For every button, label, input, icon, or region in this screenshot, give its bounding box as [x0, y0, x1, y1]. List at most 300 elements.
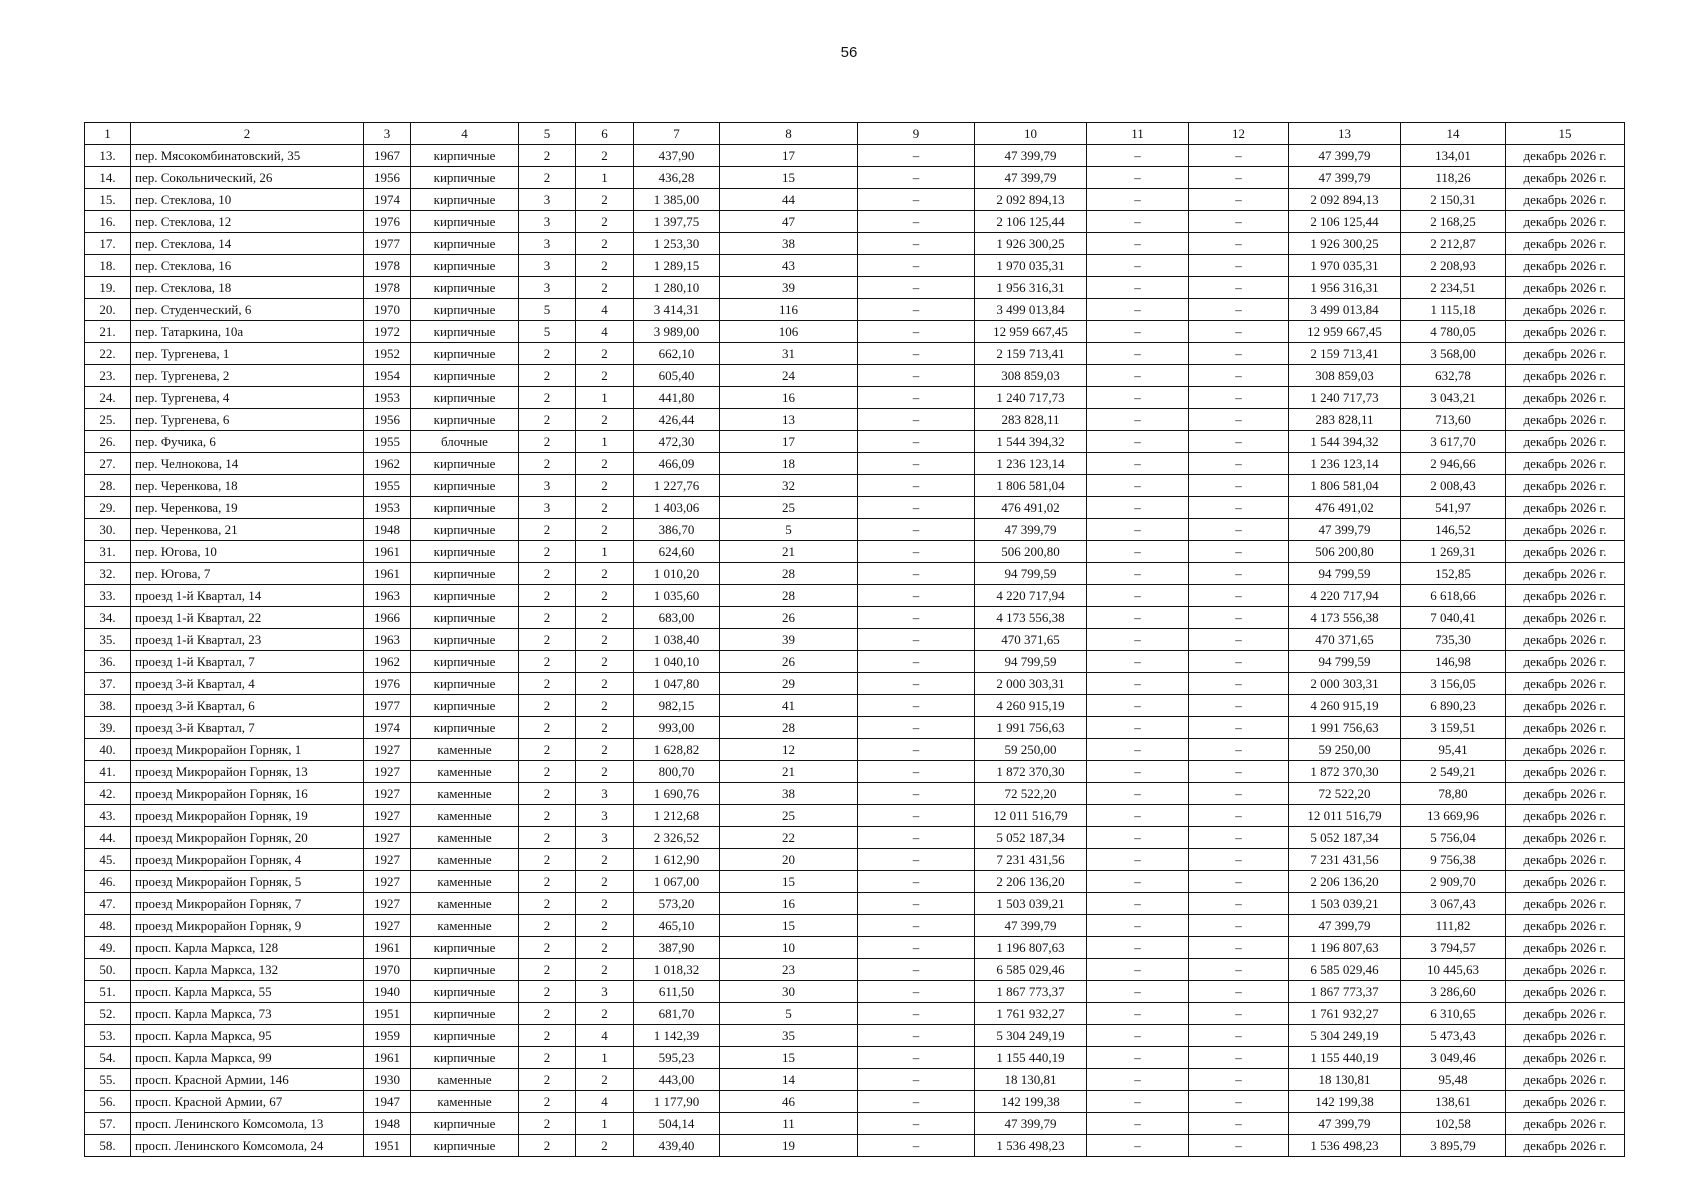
- table-cell: пер. Тургенева, 2: [131, 365, 364, 387]
- table-cell: декабрь 2026 г.: [1506, 1091, 1625, 1113]
- column-header: 11: [1087, 123, 1189, 145]
- column-header: 12: [1189, 123, 1289, 145]
- table-cell: –: [1087, 827, 1189, 849]
- table-cell: 1 289,15: [634, 255, 720, 277]
- table-cell: 134,01: [1401, 145, 1506, 167]
- table-cell: –: [1189, 761, 1289, 783]
- table-cell: пер. Тургенева, 6: [131, 409, 364, 431]
- table-cell: пер. Студенческий, 6: [131, 299, 364, 321]
- table-cell: –: [1189, 145, 1289, 167]
- table-cell: кирпичные: [411, 695, 519, 717]
- table-cell: 1 970 035,31: [1289, 255, 1401, 277]
- table-cell: 4: [576, 321, 634, 343]
- table-cell: 681,70: [634, 1003, 720, 1025]
- page-number: 56: [840, 44, 858, 61]
- table-cell: –: [1087, 651, 1189, 673]
- table-cell: –: [1189, 409, 1289, 431]
- table-cell: 4: [576, 299, 634, 321]
- table-cell: пер. Черенкова, 19: [131, 497, 364, 519]
- table-cell: 2: [519, 607, 576, 629]
- table-cell: 15: [720, 871, 858, 893]
- table-cell: 1966: [364, 607, 411, 629]
- column-header: 3: [364, 123, 411, 145]
- table-cell: 16.: [85, 211, 131, 233]
- table-cell: 3 159,51: [1401, 717, 1506, 739]
- table-cell: 1 236 123,14: [1289, 453, 1401, 475]
- table-cell: кирпичные: [411, 1135, 519, 1157]
- table-cell: декабрь 2026 г.: [1506, 1069, 1625, 1091]
- table-cell: 47 399,79: [975, 1113, 1087, 1135]
- table-cell: просп. Карла Маркса, 128: [131, 937, 364, 959]
- table-cell: 1 010,20: [634, 563, 720, 585]
- table-cell: кирпичные: [411, 255, 519, 277]
- table-cell: кирпичные: [411, 981, 519, 1003]
- table-cell: 3 499 013,84: [975, 299, 1087, 321]
- table-cell: 713,60: [1401, 409, 1506, 431]
- table-cell: –: [858, 607, 975, 629]
- table-cell: 18.: [85, 255, 131, 277]
- table-cell: –: [1189, 915, 1289, 937]
- table-cell: –: [858, 211, 975, 233]
- table-cell: пер. Челнокова, 14: [131, 453, 364, 475]
- table-cell: 1970: [364, 959, 411, 981]
- table-cell: 2 092 894,13: [1289, 189, 1401, 211]
- table-cell: декабрь 2026 г.: [1506, 1047, 1625, 1069]
- table-cell: –: [1087, 761, 1189, 783]
- table-cell: декабрь 2026 г.: [1506, 167, 1625, 189]
- table-cell: –: [1189, 167, 1289, 189]
- table-cell: 1 991 756,63: [1289, 717, 1401, 739]
- table-cell: 24: [720, 365, 858, 387]
- table-cell: –: [1189, 497, 1289, 519]
- table-cell: 2: [519, 1003, 576, 1025]
- column-header: 15: [1506, 123, 1625, 145]
- table-cell: 2: [576, 607, 634, 629]
- table-cell: 1927: [364, 783, 411, 805]
- table-cell: кирпичные: [411, 651, 519, 673]
- table-cell: –: [858, 541, 975, 563]
- table-cell: 47: [720, 211, 858, 233]
- table-cell: –: [858, 321, 975, 343]
- table-cell: 2: [519, 387, 576, 409]
- table-cell: 28: [720, 563, 858, 585]
- table-cell: 3 067,43: [1401, 893, 1506, 915]
- table-cell: –: [858, 1091, 975, 1113]
- table-cell: 1970: [364, 299, 411, 321]
- table-cell: кирпичные: [411, 563, 519, 585]
- table-cell: 1 240 717,73: [975, 387, 1087, 409]
- table-cell: –: [1189, 475, 1289, 497]
- table-cell: –: [858, 585, 975, 607]
- table-cell: 39.: [85, 717, 131, 739]
- table-cell: каменные: [411, 915, 519, 937]
- table-cell: 41.: [85, 761, 131, 783]
- table-cell: 735,30: [1401, 629, 1506, 651]
- table-cell: 2: [519, 1135, 576, 1157]
- table-cell: 58.: [85, 1135, 131, 1157]
- table-cell: 30: [720, 981, 858, 1003]
- table-row: [85, 915, 1625, 937]
- table-cell: пер. Мясокомбинатовский, 35: [131, 145, 364, 167]
- table-cell: –: [1189, 189, 1289, 211]
- table-cell: 2 326,52: [634, 827, 720, 849]
- column-header: 10: [975, 123, 1087, 145]
- table-cell: 3 414,31: [634, 299, 720, 321]
- table-cell: –: [858, 761, 975, 783]
- table-cell: 2: [576, 211, 634, 233]
- table-cell: 1963: [364, 585, 411, 607]
- table-cell: –: [1189, 585, 1289, 607]
- table-cell: –: [1189, 277, 1289, 299]
- table-cell: 472,30: [634, 431, 720, 453]
- table-cell: 1 991 756,63: [975, 717, 1087, 739]
- table-cell: проезд 1-й Квартал, 23: [131, 629, 364, 651]
- table-cell: 1: [576, 167, 634, 189]
- table-cell: пер. Стеклова, 18: [131, 277, 364, 299]
- table-cell: –: [1087, 871, 1189, 893]
- table-cell: –: [858, 167, 975, 189]
- table-cell: 142 199,38: [1289, 1091, 1401, 1113]
- table-cell: –: [1189, 739, 1289, 761]
- table-cell: –: [1087, 1003, 1189, 1025]
- column-header: 7: [634, 123, 720, 145]
- table-cell: проезд 1-й Квартал, 14: [131, 585, 364, 607]
- table-cell: 38: [720, 783, 858, 805]
- table-cell: 2: [576, 651, 634, 673]
- table-row: [85, 805, 1625, 827]
- table-cell: 5 304 249,19: [975, 1025, 1087, 1047]
- table-cell: 25.: [85, 409, 131, 431]
- table-cell: кирпичные: [411, 629, 519, 651]
- table-cell: –: [1189, 937, 1289, 959]
- table-cell: проезд Микрорайон Горняк, 1: [131, 739, 364, 761]
- table-cell: 2: [576, 629, 634, 651]
- table-cell: –: [858, 893, 975, 915]
- table-cell: 1 536 498,23: [975, 1135, 1087, 1157]
- table-cell: 2: [576, 717, 634, 739]
- table-cell: 1951: [364, 1003, 411, 1025]
- table-cell: –: [1189, 981, 1289, 1003]
- table-cell: –: [1087, 937, 1189, 959]
- table-row: [85, 453, 1625, 475]
- table-cell: просп. Карла Маркса, 95: [131, 1025, 364, 1047]
- table-cell: –: [1087, 959, 1189, 981]
- table-cell: 426,44: [634, 409, 720, 431]
- table-cell: –: [1189, 233, 1289, 255]
- table-cell: 3 043,21: [1401, 387, 1506, 409]
- table-cell: 1 956 316,31: [975, 277, 1087, 299]
- table-cell: 2: [576, 893, 634, 915]
- table-cell: –: [1189, 211, 1289, 233]
- table-cell: проезд Микрорайон Горняк, 13: [131, 761, 364, 783]
- table-cell: декабрь 2026 г.: [1506, 761, 1625, 783]
- table-cell: 23.: [85, 365, 131, 387]
- table-cell: 1 397,75: [634, 211, 720, 233]
- table-cell: декабрь 2026 г.: [1506, 497, 1625, 519]
- table-cell: 1 196 807,63: [1289, 937, 1401, 959]
- table-cell: 2: [519, 739, 576, 761]
- table-cell: каменные: [411, 827, 519, 849]
- table-cell: 1 236 123,14: [975, 453, 1087, 475]
- table-cell: –: [858, 981, 975, 1003]
- table-cell: 2: [576, 849, 634, 871]
- table-cell: декабрь 2026 г.: [1506, 387, 1625, 409]
- column-header: 1: [85, 123, 131, 145]
- table-cell: 1955: [364, 475, 411, 497]
- table-row: [85, 387, 1625, 409]
- table-cell: –: [1189, 871, 1289, 893]
- table-row: [85, 255, 1625, 277]
- table-cell: декабрь 2026 г.: [1506, 585, 1625, 607]
- table-cell: –: [1087, 189, 1189, 211]
- table-cell: 1 867 773,37: [975, 981, 1087, 1003]
- table-cell: 54.: [85, 1047, 131, 1069]
- table-cell: пер. Сокольнический, 26: [131, 167, 364, 189]
- table-cell: 48.: [85, 915, 131, 937]
- table-cell: –: [858, 1113, 975, 1135]
- table-cell: 2: [576, 409, 634, 431]
- table-cell: –: [1087, 783, 1189, 805]
- table-cell: –: [1087, 805, 1189, 827]
- table-cell: –: [1087, 607, 1189, 629]
- table-cell: 33.: [85, 585, 131, 607]
- table-cell: пер. Тургенева, 4: [131, 387, 364, 409]
- table-cell: –: [858, 277, 975, 299]
- table-cell: проезд 3-й Квартал, 6: [131, 695, 364, 717]
- table-cell: кирпичные: [411, 497, 519, 519]
- table-cell: 2: [576, 673, 634, 695]
- table-cell: 3 989,00: [634, 321, 720, 343]
- table-cell: 1 142,39: [634, 1025, 720, 1047]
- table-cell: декабрь 2026 г.: [1506, 299, 1625, 321]
- table-cell: кирпичные: [411, 1003, 519, 1025]
- table-cell: 49.: [85, 937, 131, 959]
- table-cell: просп. Карла Маркса, 99: [131, 1047, 364, 1069]
- table-cell: 41: [720, 695, 858, 717]
- table-cell: 1 503 039,21: [1289, 893, 1401, 915]
- table-cell: декабрь 2026 г.: [1506, 1113, 1625, 1135]
- table-cell: 3: [519, 497, 576, 519]
- table-cell: 1951: [364, 1135, 411, 1157]
- table-cell: –: [1189, 717, 1289, 739]
- column-header: 14: [1401, 123, 1506, 145]
- table-cell: пер. Стеклова, 12: [131, 211, 364, 233]
- table-cell: 15: [720, 915, 858, 937]
- table-cell: 1956: [364, 167, 411, 189]
- table-cell: –: [858, 629, 975, 651]
- table-cell: проезд Микрорайон Горняк, 5: [131, 871, 364, 893]
- table-cell: 3: [576, 783, 634, 805]
- table-cell: –: [858, 453, 975, 475]
- table-cell: –: [858, 475, 975, 497]
- table-cell: 24.: [85, 387, 131, 409]
- table-cell: 47 399,79: [975, 519, 1087, 541]
- table-cell: 2: [519, 431, 576, 453]
- table-cell: декабрь 2026 г.: [1506, 365, 1625, 387]
- table-cell: 2 206 136,20: [975, 871, 1087, 893]
- table-cell: 283 828,11: [975, 409, 1087, 431]
- table-row: [85, 277, 1625, 299]
- table-cell: каменные: [411, 871, 519, 893]
- table-cell: каменные: [411, 739, 519, 761]
- table-cell: 1 956 316,31: [1289, 277, 1401, 299]
- table-cell: –: [1189, 1091, 1289, 1113]
- table-row: [85, 783, 1625, 805]
- table-cell: –: [1087, 585, 1189, 607]
- table-cell: 5 473,43: [1401, 1025, 1506, 1047]
- table-cell: 611,50: [634, 981, 720, 1003]
- table-cell: 1: [576, 431, 634, 453]
- table-cell: –: [858, 1069, 975, 1091]
- table-cell: –: [1189, 849, 1289, 871]
- table-cell: 94 799,59: [1289, 651, 1401, 673]
- table-cell: 46: [720, 1091, 858, 1113]
- table-cell: 21: [720, 541, 858, 563]
- table-cell: 476 491,02: [1289, 497, 1401, 519]
- table-cell: 26.: [85, 431, 131, 453]
- table-cell: 46.: [85, 871, 131, 893]
- table-cell: 1927: [364, 871, 411, 893]
- table-cell: –: [1087, 409, 1189, 431]
- table-cell: 36.: [85, 651, 131, 673]
- table-cell: 1963: [364, 629, 411, 651]
- table-cell: 5: [720, 519, 858, 541]
- table-cell: 2: [519, 453, 576, 475]
- table-cell: 38.: [85, 695, 131, 717]
- table-cell: 94 799,59: [975, 651, 1087, 673]
- table-cell: 506 200,80: [975, 541, 1087, 563]
- table-cell: кирпичные: [411, 211, 519, 233]
- table-cell: 5 052 187,34: [975, 827, 1087, 849]
- table-cell: –: [1087, 915, 1189, 937]
- table-cell: 800,70: [634, 761, 720, 783]
- table-cell: 6 585 029,46: [975, 959, 1087, 981]
- table-cell: –: [1087, 673, 1189, 695]
- table-cell: –: [858, 1025, 975, 1047]
- table-cell: 2: [576, 959, 634, 981]
- table-row: [85, 519, 1625, 541]
- table-cell: кирпичные: [411, 343, 519, 365]
- table-cell: –: [1189, 431, 1289, 453]
- table-cell: 1 403,06: [634, 497, 720, 519]
- table-cell: 465,10: [634, 915, 720, 937]
- table-cell: –: [1087, 145, 1189, 167]
- table-cell: 2 208,93: [1401, 255, 1506, 277]
- table-cell: 2: [519, 1113, 576, 1135]
- table-cell: 2: [519, 629, 576, 651]
- table-cell: –: [858, 871, 975, 893]
- table-cell: 40.: [85, 739, 131, 761]
- table-cell: 43.: [85, 805, 131, 827]
- table-cell: 94 799,59: [1289, 563, 1401, 585]
- table-row: [85, 299, 1625, 321]
- table-cell: 12 959 667,45: [975, 321, 1087, 343]
- table-cell: 2: [519, 893, 576, 915]
- table-cell: 2 159 713,41: [975, 343, 1087, 365]
- column-header: 5: [519, 123, 576, 145]
- table-cell: 2 549,21: [1401, 761, 1506, 783]
- table-cell: –: [1189, 1047, 1289, 1069]
- table-cell: –: [858, 915, 975, 937]
- table-cell: 29.: [85, 497, 131, 519]
- table-cell: декабрь 2026 г.: [1506, 827, 1625, 849]
- table-cell: 2: [519, 761, 576, 783]
- table-cell: –: [1087, 453, 1189, 475]
- table-cell: –: [1087, 321, 1189, 343]
- table-cell: 1 536 498,23: [1289, 1135, 1401, 1157]
- table-cell: 25: [720, 805, 858, 827]
- table-cell: –: [1087, 1113, 1189, 1135]
- table-cell: 2: [576, 585, 634, 607]
- table-cell: –: [1189, 365, 1289, 387]
- table-cell: 2: [519, 959, 576, 981]
- table-cell: декабрь 2026 г.: [1506, 1135, 1625, 1157]
- table-cell: –: [1087, 519, 1189, 541]
- table-cell: каменные: [411, 1069, 519, 1091]
- table-cell: 283 828,11: [1289, 409, 1401, 431]
- table-cell: 106: [720, 321, 858, 343]
- table-cell: 2: [519, 805, 576, 827]
- table-cell: –: [1087, 1091, 1189, 1113]
- table-cell: 2: [576, 1003, 634, 1025]
- table-cell: 26: [720, 607, 858, 629]
- table-cell: 1 690,76: [634, 783, 720, 805]
- table-cell: декабрь 2026 г.: [1506, 541, 1625, 563]
- table-cell: 2 000 303,31: [1289, 673, 1401, 695]
- table-cell: 1954: [364, 365, 411, 387]
- table-cell: 4 260 915,19: [1289, 695, 1401, 717]
- table-cell: –: [1087, 1047, 1189, 1069]
- table-cell: 1962: [364, 453, 411, 475]
- table-cell: –: [1087, 893, 1189, 915]
- table-cell: –: [1087, 695, 1189, 717]
- table-cell: 17: [720, 431, 858, 453]
- table-cell: 1927: [364, 805, 411, 827]
- table-cell: 9 756,38: [1401, 849, 1506, 871]
- table-cell: 17: [720, 145, 858, 167]
- table-cell: кирпичные: [411, 607, 519, 629]
- table-cell: 632,78: [1401, 365, 1506, 387]
- table-cell: 21.: [85, 321, 131, 343]
- table-row: [85, 981, 1625, 1003]
- table-cell: декабрь 2026 г.: [1506, 1025, 1625, 1047]
- table-cell: кирпичные: [411, 1047, 519, 1069]
- table-cell: кирпичные: [411, 585, 519, 607]
- table-cell: декабрь 2026 г.: [1506, 145, 1625, 167]
- table-cell: 1948: [364, 519, 411, 541]
- table-cell: 1 155 440,19: [1289, 1047, 1401, 1069]
- table-cell: 2: [519, 717, 576, 739]
- table-cell: 111,82: [1401, 915, 1506, 937]
- table-cell: каменные: [411, 761, 519, 783]
- table-cell: декабрь 2026 г.: [1506, 607, 1625, 629]
- table-cell: 1977: [364, 695, 411, 717]
- table-cell: кирпичные: [411, 299, 519, 321]
- table-row: [85, 211, 1625, 233]
- table-cell: –: [858, 673, 975, 695]
- table-cell: 470 371,65: [1289, 629, 1401, 651]
- table-cell: проезд Микрорайон Горняк, 7: [131, 893, 364, 915]
- table-cell: 3 286,60: [1401, 981, 1506, 1003]
- table-cell: 118,26: [1401, 167, 1506, 189]
- table-cell: –: [858, 1003, 975, 1025]
- table-cell: 7 040,41: [1401, 607, 1506, 629]
- table-cell: 3: [519, 189, 576, 211]
- table-cell: –: [1087, 629, 1189, 651]
- table-cell: –: [1189, 299, 1289, 321]
- table-cell: 1 872 370,30: [975, 761, 1087, 783]
- table-cell: кирпичные: [411, 189, 519, 211]
